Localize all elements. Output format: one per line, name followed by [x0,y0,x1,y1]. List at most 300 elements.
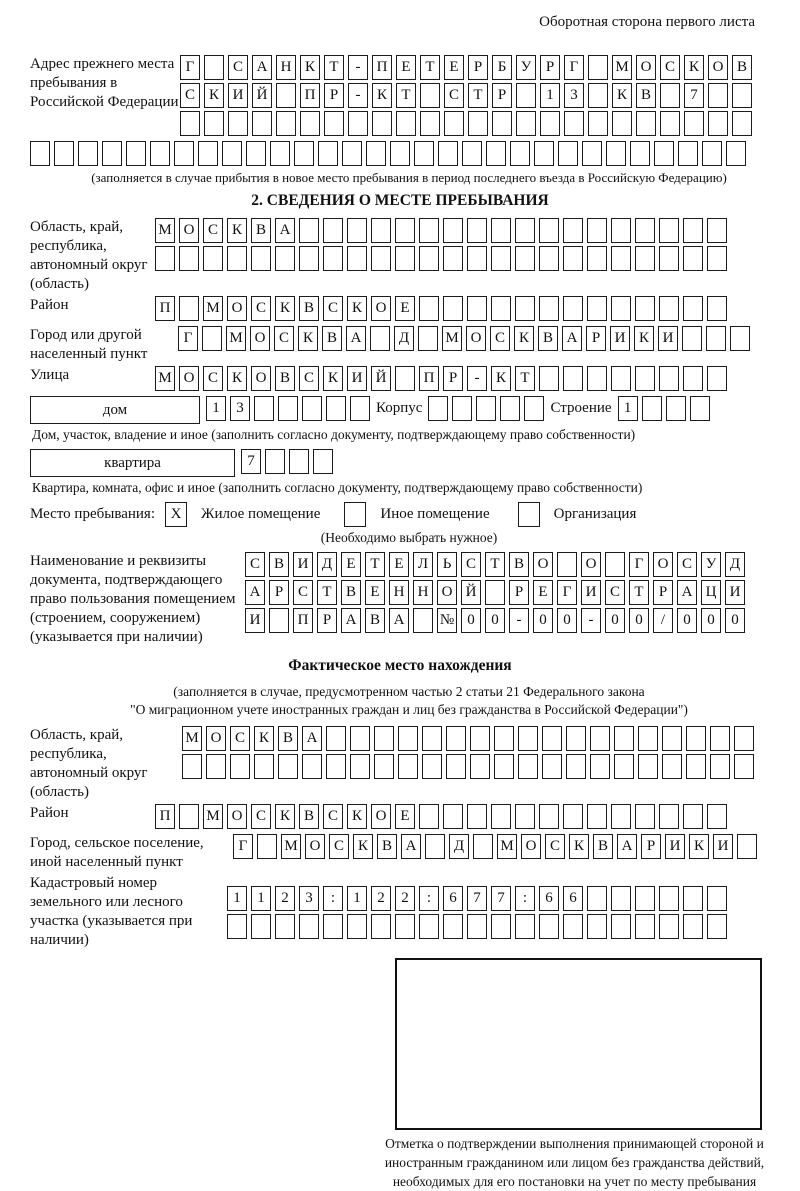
actual-city-row [233,834,761,859]
street-row [155,366,731,391]
char-cell [179,296,199,321]
char-cell [491,296,511,321]
char-cell [654,141,674,166]
char-cell [150,141,170,166]
char-cell [516,111,536,136]
actual-city-block [30,834,800,872]
char-cell: И [293,552,313,577]
char-cell: В [251,218,271,243]
char-cell [395,246,415,271]
char-cell [500,396,520,421]
char-cell [446,726,466,751]
char-cell: А [617,834,637,859]
char-cell [491,804,511,829]
char-cell [563,804,583,829]
char-cell: 1 [347,886,367,911]
stay-place-caption: (Необходимо выбрать нужное) [320,530,498,545]
char-cell [734,754,754,779]
char-cell: Е [365,580,385,605]
char-cell [515,804,535,829]
char-cell [254,396,274,421]
char-cell [659,218,679,243]
char-cell [419,246,439,271]
char-cell [414,141,434,166]
char-cell [737,834,757,859]
char-cell [611,246,631,271]
apartment-number-row [241,449,337,474]
char-cell [683,246,703,271]
char-cell [660,83,680,108]
char-cell: С [203,218,223,243]
char-cell: 0 [701,608,721,633]
char-cell [726,141,746,166]
char-cell: В [278,726,298,751]
char-cell [590,754,610,779]
char-cell: С [299,366,319,391]
char-cell: Р [653,580,673,605]
char-cell: 6 [443,886,463,911]
char-cell [659,886,679,911]
char-cell: Р [492,83,512,108]
char-cell: 7 [241,449,261,474]
char-cell [678,141,698,166]
char-cell [491,246,511,271]
char-cell [587,218,607,243]
char-cell [515,296,535,321]
char-cell: М [182,726,202,751]
char-cell: К [275,804,295,829]
region-row-2 [155,246,800,271]
char-cell [257,834,277,859]
char-cell [516,83,536,108]
char-cell: К [347,804,367,829]
char-cell [494,726,514,751]
korpus-label: Корпус [376,400,423,416]
char-cell [422,754,442,779]
char-cell [418,326,438,351]
char-cell [419,218,439,243]
char-cell [395,218,415,243]
char-cell [390,141,410,166]
char-cell [542,754,562,779]
char-cell [347,218,367,243]
char-cell: К [514,326,534,351]
char-cell [614,754,634,779]
char-cell [444,111,464,136]
char-cell [707,804,727,829]
char-cell [635,296,655,321]
char-cell: П [419,366,439,391]
char-cell: Е [396,55,416,80]
char-cell [686,726,706,751]
char-cell [202,326,222,351]
char-cell: Г [180,55,200,80]
char-cell [374,726,394,751]
char-cell: А [562,326,582,351]
char-cell [730,326,750,351]
korpus-row [428,396,548,421]
char-cell [413,608,433,633]
char-cell [179,246,199,271]
char-cell: Д [449,834,469,859]
char-cell [690,396,710,421]
document-row-1 [245,552,800,577]
char-cell [682,326,702,351]
char-cell: М [226,326,246,351]
prev-address-row-4 [30,141,800,166]
char-cell [182,754,202,779]
char-cell: Г [629,552,649,577]
char-cell: С [605,580,625,605]
char-cell [278,754,298,779]
cadastre-row-1 [227,886,800,911]
char-cell [587,246,607,271]
char-cell: К [684,55,704,80]
char-cell [587,366,607,391]
char-cell: Г [564,55,584,80]
char-cell: Т [468,83,488,108]
char-cell [251,246,271,271]
char-cell [659,246,679,271]
char-cell: А [245,580,265,605]
char-cell: Т [365,552,385,577]
char-cell [420,111,440,136]
char-cell: 6 [563,886,583,911]
char-cell [518,754,538,779]
char-cell: 0 [605,608,625,633]
char-cell [30,141,50,166]
char-cell [419,804,439,829]
char-cell [395,366,415,391]
actual-district-block [30,804,800,832]
char-cell [486,141,506,166]
char-cell: К [275,296,295,321]
actual-region-label: Область, край, республика, автономный округ (область) [30,727,148,800]
char-cell [425,834,445,859]
char-cell: О [653,552,673,577]
char-cell [294,141,314,166]
char-cell [254,754,274,779]
char-cell [587,296,607,321]
char-cell [590,726,610,751]
char-cell: О [636,55,656,80]
document-label: Наименование и реквизиты документа, подтверждающего право пользования помещением (строением, сооружением) (указывается при наличии) [30,553,236,645]
actual-region-row-2 [182,754,800,779]
char-cell: К [298,326,318,351]
char-cell [563,296,583,321]
char-cell [467,804,487,829]
char-cell: О [179,218,199,243]
char-cell [563,218,583,243]
char-cell [707,366,727,391]
char-cell: 0 [557,608,577,633]
char-cell: М [203,804,223,829]
char-cell: В [341,580,361,605]
char-cell [452,396,472,421]
char-cell [78,141,98,166]
stay-place-block [30,502,800,527]
char-cell: 0 [725,608,745,633]
page-header: Оборотная сторона первого листа [539,14,755,30]
char-cell [494,754,514,779]
char-cell [642,396,662,421]
char-cell [707,296,727,321]
actual-location-caption-1: (заполняется в случае, предусмотренном частью 2 статьи 21 Федерального закона [173,684,645,699]
char-cell: У [701,552,721,577]
char-cell: О [206,726,226,751]
char-cell: С [203,366,223,391]
char-cell: Е [341,552,361,577]
residential-checkbox: X [165,502,187,527]
char-cell [659,914,679,939]
char-cell: С [660,55,680,80]
char-cell [371,246,391,271]
char-cell: М [442,326,462,351]
char-cell: Г [557,580,577,605]
actual-location-title: Фактическое место нахождения [288,657,512,674]
char-cell: И [228,83,248,108]
char-cell: О [227,296,247,321]
char-cell: А [389,608,409,633]
char-cell: О [305,834,325,859]
char-cell [630,141,650,166]
char-cell [468,111,488,136]
char-cell [371,914,391,939]
char-cell: С [251,296,271,321]
char-cell: О [371,296,391,321]
char-cell [326,396,346,421]
char-cell [54,141,74,166]
char-cell [289,449,309,474]
char-cell [350,396,370,421]
char-cell [395,914,415,939]
char-cell [635,218,655,243]
char-cell [299,246,319,271]
char-cell: - [348,55,368,80]
char-cell: Р [269,580,289,605]
char-cell [683,296,703,321]
char-cell [251,914,271,939]
char-cell: О [371,804,391,829]
char-cell [564,111,584,136]
char-cell: Р [586,326,606,351]
other-premises-checkbox [344,502,366,527]
char-cell [419,914,439,939]
char-cell [476,396,496,421]
char-cell [443,296,463,321]
char-cell: Е [395,296,415,321]
char-cell: В [275,366,295,391]
char-cell [635,914,655,939]
prev-address-block [30,55,800,139]
char-cell [275,246,295,271]
apartment-type-box: квартира [30,449,235,477]
char-cell [707,218,727,243]
char-cell: О [533,552,553,577]
char-cell: 3 [564,83,584,108]
char-cell: С [245,552,265,577]
document-block [30,552,800,647]
apartment-block [30,449,800,477]
char-cell [270,141,290,166]
char-cell: И [245,608,265,633]
char-cell [204,55,224,80]
region-row-1 [155,218,800,243]
char-cell [563,914,583,939]
char-cell: Е [444,55,464,80]
char-cell: Е [533,580,553,605]
char-cell: С [293,580,313,605]
house-block [30,396,800,424]
char-cell [276,83,296,108]
char-cell: 1 [540,83,560,108]
char-cell [611,366,631,391]
char-cell: : [419,886,439,911]
char-cell [612,111,632,136]
actual-region-row-1 [182,726,800,751]
char-cell [563,246,583,271]
char-cell: - [509,608,529,633]
document-row-2 [245,580,800,605]
char-cell [227,914,247,939]
char-cell [635,886,655,911]
char-cell [470,726,490,751]
char-cell: М [155,366,175,391]
char-cell: 7 [684,83,704,108]
char-cell: № [437,608,457,633]
char-cell [428,396,448,421]
char-cell: К [372,83,392,108]
house-type-box: дом [30,396,200,424]
char-cell: Д [725,552,745,577]
char-cell: К [612,83,632,108]
stroenie-label: Строение [550,400,612,416]
char-cell [420,83,440,108]
confirmation-note: Отметка о подтверждении выполнения принимающей стороной и иностранным гражданином или лицом без гражданства действий, необходимых для его постановки на учет по месту пребывания [384,1136,765,1189]
char-cell: О [521,834,541,859]
char-cell [398,754,418,779]
char-cell [398,726,418,751]
char-cell: А [401,834,421,859]
char-cell: Е [389,552,409,577]
char-cell [492,111,512,136]
char-cell: В [269,552,289,577]
char-cell: 0 [629,608,649,633]
char-cell [734,726,754,751]
char-cell: П [155,296,175,321]
char-cell: - [467,366,487,391]
house-number-row [206,396,374,421]
char-cell: О [437,580,457,605]
char-cell [566,754,586,779]
char-cell [605,552,625,577]
char-cell [396,111,416,136]
char-cell [638,754,658,779]
char-cell: П [300,83,320,108]
char-cell: О [227,804,247,829]
actual-district-row [155,804,731,829]
char-cell [683,366,703,391]
char-cell [588,83,608,108]
char-cell [467,914,487,939]
char-cell [666,396,686,421]
char-cell: А [302,726,322,751]
section2-title: 2. СВЕДЕНИЯ О МЕСТЕ ПРЕБЫВАНИЯ [251,192,549,209]
char-cell: Р [324,83,344,108]
char-cell [443,914,463,939]
char-cell [659,804,679,829]
char-cell [587,886,607,911]
char-cell [222,141,242,166]
char-cell [126,141,146,166]
char-cell: С [329,834,349,859]
char-cell: 2 [275,886,295,911]
char-cell [326,754,346,779]
char-cell: 1 [227,886,247,911]
char-cell [702,141,722,166]
char-cell: В [636,83,656,108]
char-cell: 6 [539,886,559,911]
char-cell [660,111,680,136]
char-cell: М [497,834,517,859]
char-cell [446,754,466,779]
char-cell: : [515,886,535,911]
char-cell [347,246,367,271]
char-cell: К [353,834,373,859]
char-cell [587,804,607,829]
char-cell: П [293,608,313,633]
char-cell: Н [413,580,433,605]
house-caption: Дом, участок, владение и иное (заполнить согласно документу, подтверждающему право собственности) [32,427,636,442]
char-cell: Т [485,552,505,577]
char-cell [710,726,730,751]
char-cell [708,83,728,108]
cadastre-block [30,874,800,950]
char-cell: 1 [206,396,226,421]
char-cell [419,296,439,321]
char-cell [611,886,631,911]
district-label: Район [30,297,69,313]
char-cell: С [323,804,343,829]
char-cell [539,296,559,321]
char-cell [510,141,530,166]
char-cell: Т [515,366,535,391]
char-cell [566,726,586,751]
char-cell: В [322,326,342,351]
char-cell [614,726,634,751]
char-cell: М [281,834,301,859]
char-cell: Г [233,834,253,859]
char-cell: А [346,326,366,351]
actual-location-caption-2: "О миграционном учете иностранных граждан и лиц без гражданства в Российской Федерации") [130,702,688,717]
char-cell [638,726,658,751]
actual-region-block [30,726,800,802]
char-cell [228,111,248,136]
char-cell: Н [276,55,296,80]
char-cell [155,246,175,271]
char-cell [524,396,544,421]
char-cell: И [665,834,685,859]
char-cell [485,580,505,605]
city-block [30,326,800,364]
char-cell [324,111,344,136]
char-cell [515,246,535,271]
char-cell [467,218,487,243]
organization-checkbox [518,502,540,527]
char-cell: И [581,580,601,605]
document-row-3 [245,608,800,633]
char-cell [371,218,391,243]
